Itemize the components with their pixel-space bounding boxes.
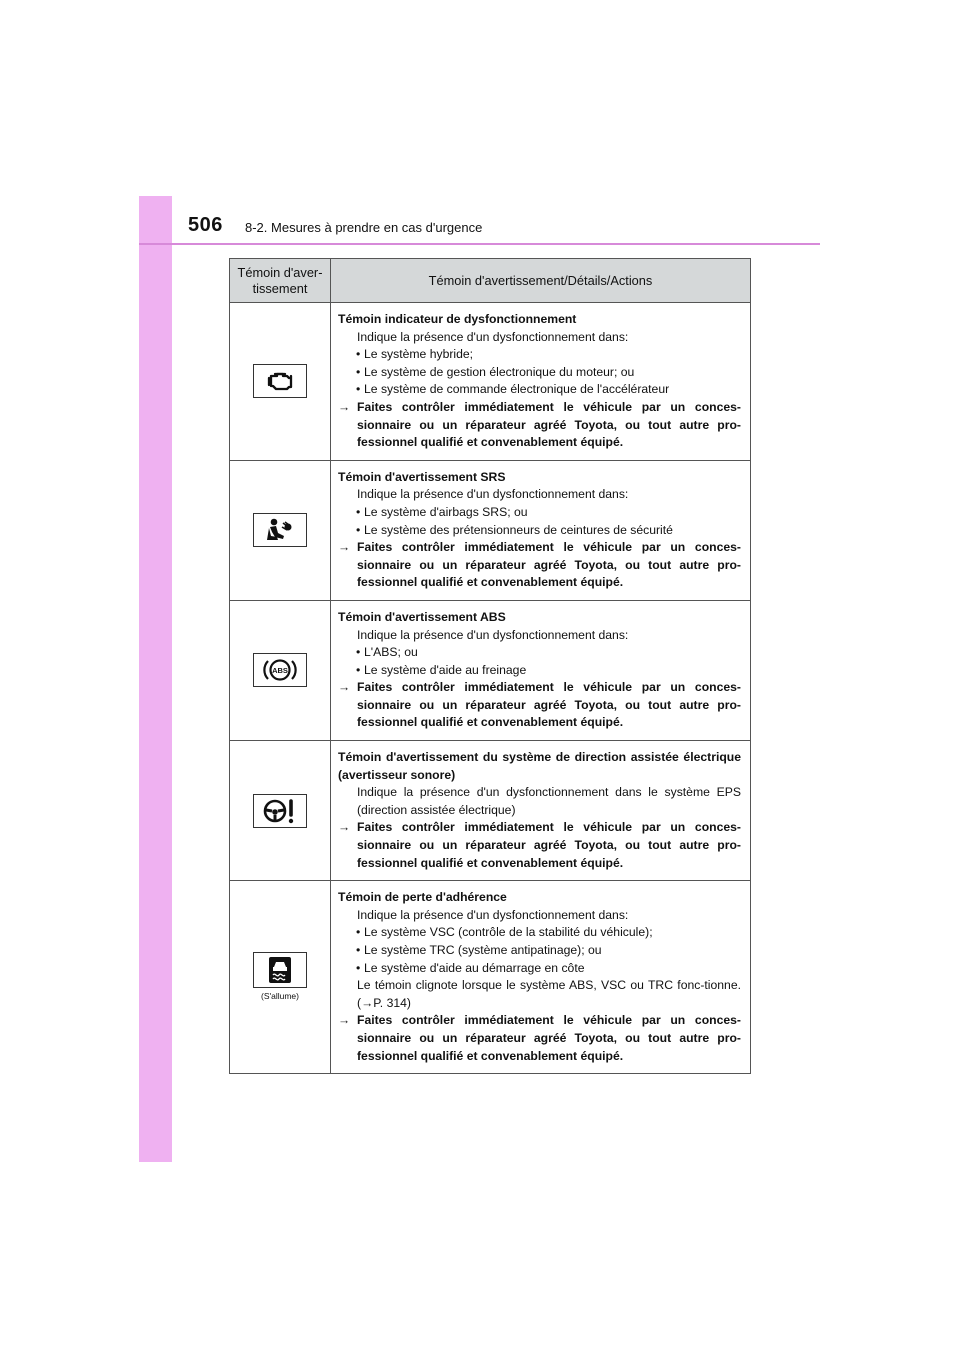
list-item: • Le système de commande électronique de l'accélérateur [338,381,741,399]
action-text [338,539,741,592]
details-cell [331,303,751,461]
details-cell [331,600,751,740]
warning-title: Témoin d'avertissement ABS [338,609,506,624]
table-row [230,303,751,461]
header-rule [139,243,820,245]
warning-intro: Indique la présence d'un dysfonctionnement dans le système EPS (direction assistée électrique) [357,785,741,817]
icon-cell [230,600,331,740]
action-text [338,399,741,452]
column-header-icon: Témoin d'aver-tissement [230,259,331,303]
action-label: Faites contrôler immédiatement le véhicule par un conces-sionnaire ou un réparateur agréé Toyota, ou tout autre pro-fessionnel qualifié et convenablement équipé. [357,399,741,450]
list-item: • Le système VSC (contrôle de la stabilité du véhicule); [338,924,741,942]
list-item: • Le système hybride; [338,346,741,364]
warning-intro: Indique la présence d'un dysfonctionnement dans: [357,329,629,344]
arrow-icon: → [338,540,351,555]
warning-title: Témoin d'avertissement SRS [338,469,506,484]
table-header-row [230,259,751,303]
page-reference[interactable]: P. 314) [373,995,411,1010]
section-title: 8-2. Mesures à prendre en cas d'urgence [245,220,483,235]
icon-cell [230,741,331,881]
arrow-icon: → [338,1013,351,1028]
slip-indicator-icon [253,952,307,988]
list-item: • Le système d'airbags SRS; ou [338,504,741,522]
abs-warning-icon [253,653,307,687]
list-item: • Le système d'aide au démarrage en côte [338,960,741,978]
chapter-side-tab [139,196,172,1162]
warning-lights-table [229,258,751,1074]
action-label: Faites contrôler immédiatement le véhicule par un conces-sionnaire ou un réparateur agréé Toyota, ou tout autre pro-fessionnel qualifié et convenablement équipé. [357,680,741,730]
list-item: • Le système d'aide au freinage [338,662,741,680]
arrow-icon: → [361,995,374,1010]
column-header-details: Témoin d'avertissement/Détails/Actions [331,259,751,303]
icon-note: (S'allume) [261,991,299,1002]
warning-intro: Indique la présence d'un dysfonctionnement dans: [357,907,629,922]
details-cell [331,741,751,881]
eps-steering-warning-icon [253,794,307,828]
warning-intro: Indique la présence d'un dysfonctionnement dans: [357,627,629,642]
arrow-icon: → [338,820,351,835]
warning-title: Témoin de perte d'adhérence [338,890,507,905]
icon-cell [230,460,331,600]
flash-note-text: Le témoin clignote lorsque le système ABS, VSC ou TRC fonc-tionne. ( [357,978,741,1010]
warning-title: Témoin d'avertissement du système de direction assistée électrique (avertisseur sonore) [338,750,741,782]
list-item: • Le système de gestion électronique du moteur; ou [338,364,741,382]
table-row [230,881,751,1074]
abs-icon-text: ABS [272,666,288,676]
warning-intro: Indique la présence d'un dysfonctionnement dans: [357,487,629,502]
action-label: Faites contrôler immédiatement le véhicule par un conces-sionnaire ou un réparateur agréé Toyota, ou tout autre pro-fessionnel qualifié et convenablement équipé. [357,540,741,590]
arrow-icon: → [338,680,351,695]
action-text [338,819,741,872]
action-label: Faites contrôler immédiatement le véhicule par un conces-sionnaire ou un réparateur agréé Toyota, ou tout autre pro-fessionnel qualifié et convenablement équipé. [357,1013,741,1063]
list-item: • Le système TRC (système antipatinage); ou [338,942,741,960]
action-text [338,679,741,732]
engine-malfunction-icon [253,364,307,398]
srs-airbag-icon [253,513,307,547]
details-cell [331,460,751,600]
warning-title: Témoin indicateur de dysfonctionnement [338,312,577,326]
list-item: • L'ABS; ou [338,644,741,662]
table-row [230,460,751,600]
table-row [230,600,751,740]
list-item: • Le système des prétensionneurs de ceintures de sécurité [338,522,741,540]
page-number: 506 [188,214,223,236]
arrow-icon: → [338,399,351,414]
action-label: Faites contrôler immédiatement le véhicule par un conces-sionnaire ou un réparateur agréé Toyota, ou tout autre pro-fessionnel qualifié et convenablement équipé. [357,820,741,870]
icon-cell [230,881,331,1074]
icon-cell [230,303,331,461]
action-text [338,1012,741,1065]
table-row [230,741,751,881]
details-cell [331,881,751,1074]
flash-note [338,977,741,1012]
